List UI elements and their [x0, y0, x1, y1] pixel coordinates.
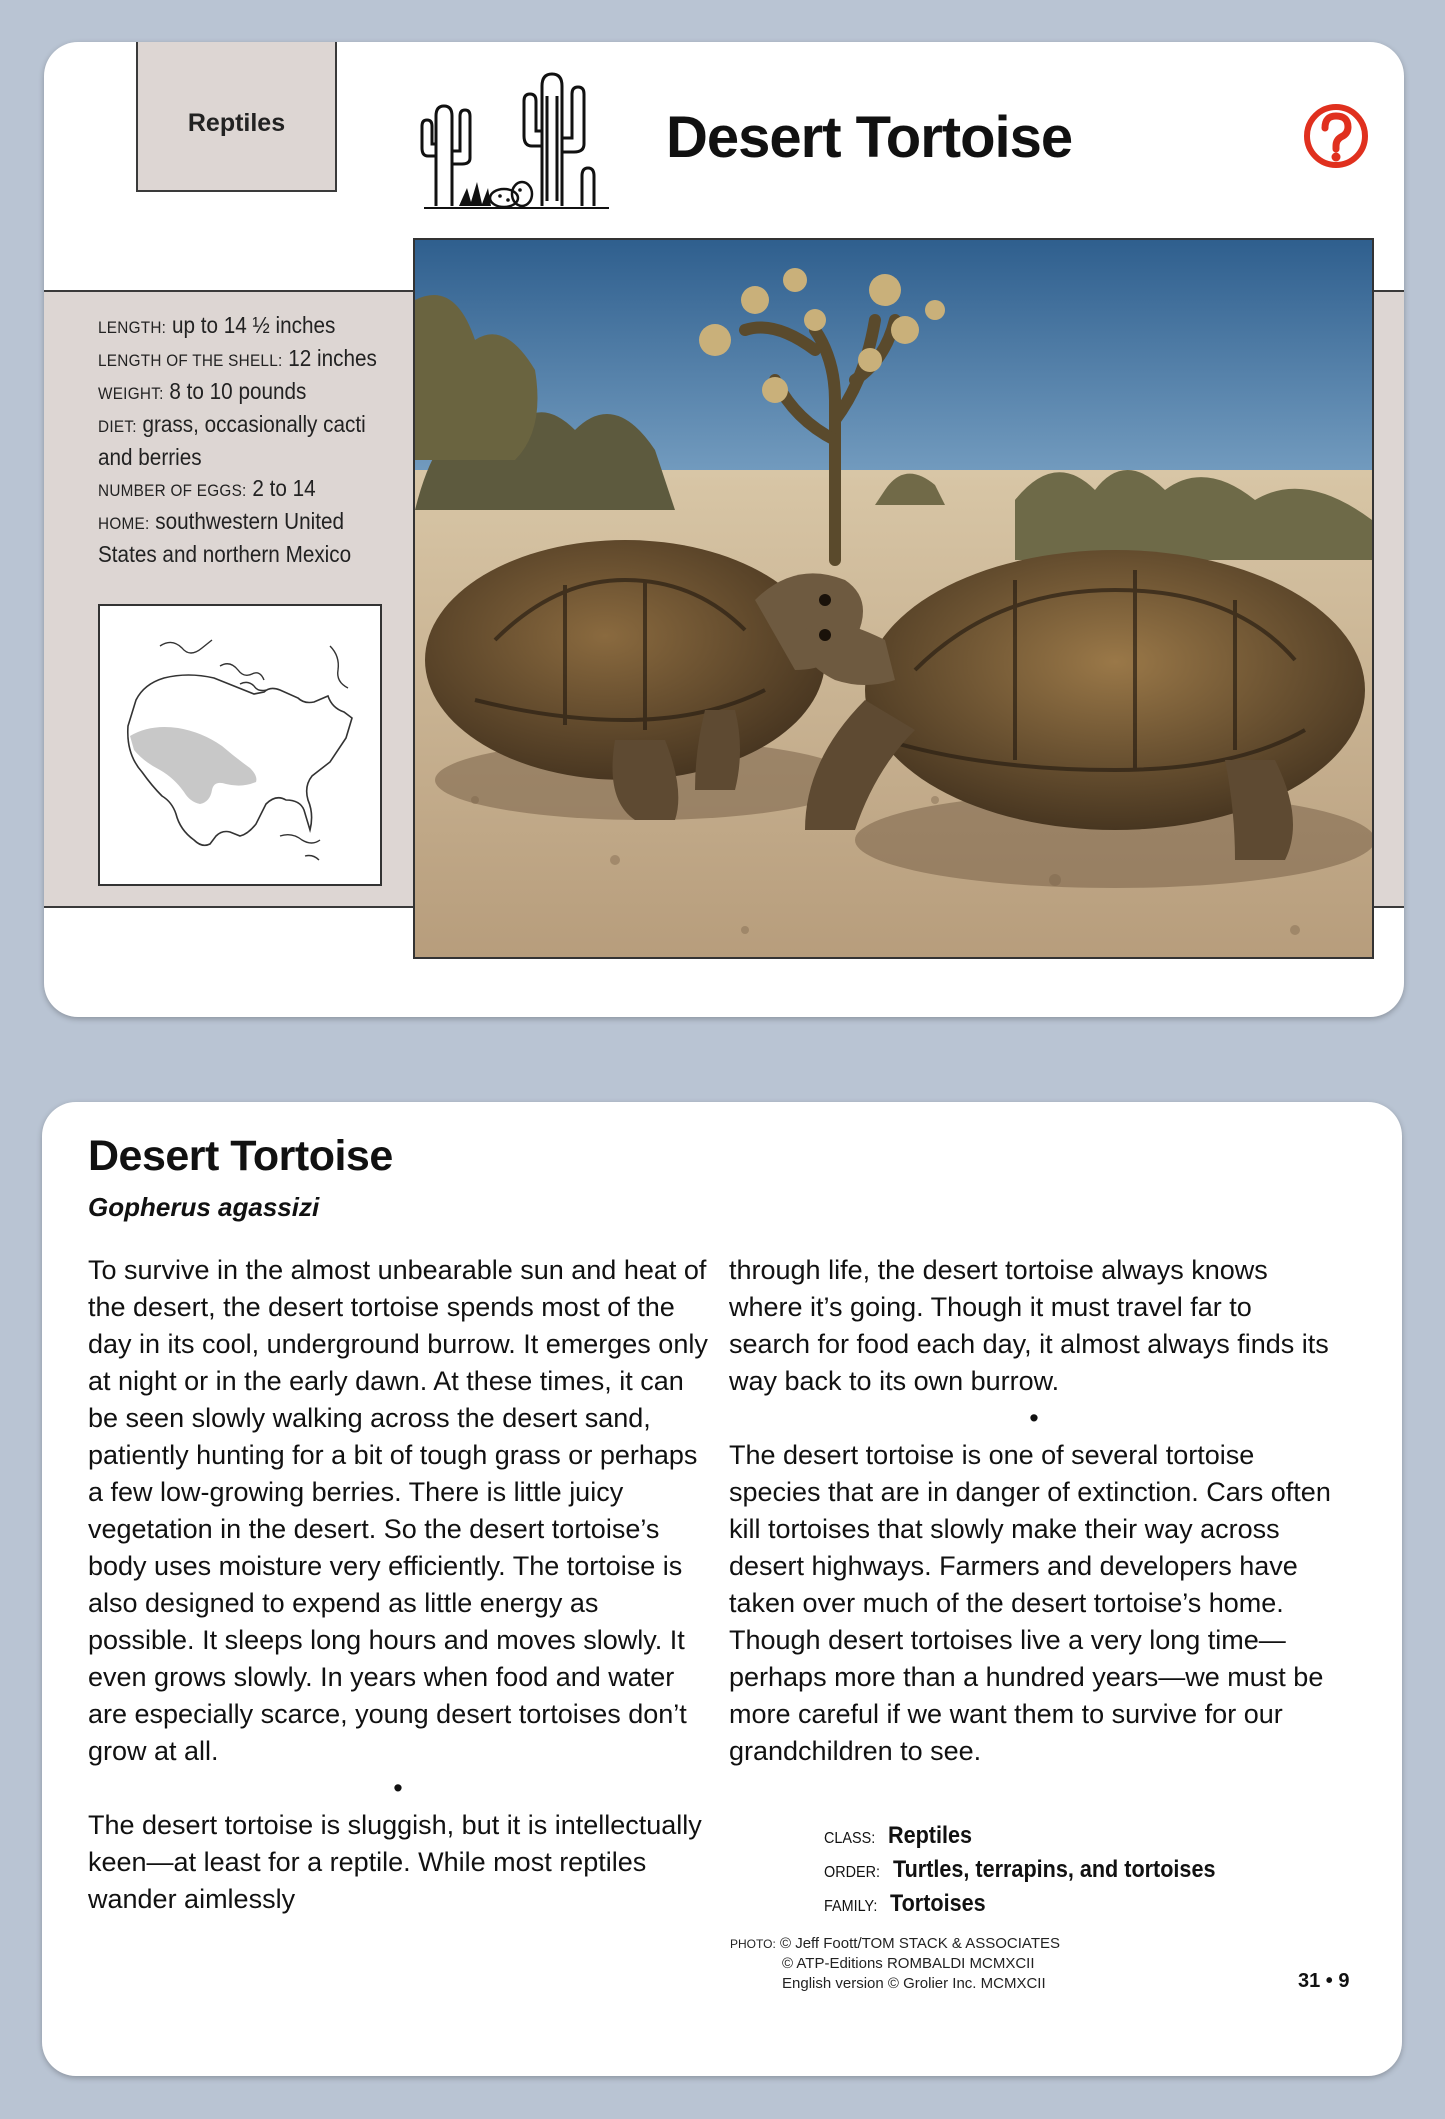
- category-tab: [136, 42, 337, 192]
- taxonomy-value: Reptiles: [887, 1822, 972, 1849]
- north-america-map-icon: [100, 606, 380, 884]
- text-column-left: [88, 1252, 708, 1918]
- fact-eggs: [98, 473, 395, 506]
- fact-diet: [98, 409, 395, 473]
- back-title: Desert Tortoise: [88, 1132, 393, 1180]
- fact-shell-length: [98, 343, 395, 376]
- tortoise-photo: [413, 238, 1374, 959]
- taxonomy-label: ORDER:: [824, 1864, 881, 1881]
- fact-label: LENGTH:: [98, 318, 167, 337]
- scientific-name: Gopherus agassizi: [88, 1192, 320, 1222]
- fact-value: 12 inches: [288, 345, 377, 371]
- card-title: Desert Tortoise: [666, 105, 1073, 170]
- taxonomy: [824, 1820, 1251, 1922]
- taxonomy-family: [824, 1888, 1251, 1922]
- front-card: [44, 42, 1404, 1017]
- taxonomy-class: [824, 1820, 1251, 1854]
- question-mark-icon[interactable]: [1302, 102, 1370, 170]
- credit-line: English version © Grolier Inc. MCMXCII: [782, 1975, 1046, 1992]
- back-card: [42, 1102, 1402, 2076]
- fact-label: HOME:: [98, 514, 150, 533]
- fact-length: [98, 310, 395, 343]
- credit-line: © Jeff Foott/TOM STACK & ASSOCIATES: [779, 1935, 1060, 1952]
- taxonomy-value: Tortoises: [889, 1890, 986, 1917]
- fact-value: 2 to 14: [252, 475, 316, 501]
- fact-weight: [98, 376, 395, 409]
- text-column-right: [729, 1252, 1339, 1770]
- paragraph: through life, the desert tortoise always knows where it’s going. Though it must travel far to search for food each day, it almost always finds its way back to its own burrow.: [729, 1255, 1329, 1396]
- fact-label: DIET:: [98, 417, 137, 436]
- fact-value: 8 to 10 pounds: [169, 378, 307, 404]
- taxonomy-value: Turtles, terrapins, and tortoises: [892, 1856, 1216, 1883]
- range-map: [98, 604, 382, 886]
- credit-line: © ATP-Editions ROMBALDI MCMXCII: [782, 1955, 1035, 1972]
- fact-label: LENGTH OF THE SHELL:: [98, 351, 283, 370]
- photo-credits: [730, 1934, 1060, 1994]
- fact-label: WEIGHT:: [98, 384, 164, 403]
- photo-label: PHOTO:: [730, 1937, 776, 1951]
- fact-home: [98, 506, 395, 570]
- fact-value: up to 14 ½ inches: [171, 312, 336, 338]
- separator-bullet: •: [1029, 1403, 1039, 1433]
- category-label: Reptiles: [187, 108, 286, 137]
- taxonomy-label: CLASS:: [824, 1830, 876, 1847]
- separator-bullet: •: [393, 1773, 403, 1803]
- taxonomy-label: FAMILY:: [824, 1898, 878, 1915]
- paragraph: The desert tortoise is one of several tortoise species that are in danger of extinction. Cars often kill tortoises that slowly make their way across desert highways. Farmers and developers have taken over much of the desert tortoise’s home. Though desert tortoises live a very long time—perhaps more than a hundred years—we must be more careful if we want them to survive for our grandchildren to see.: [729, 1440, 1331, 1766]
- taxonomy-order: [824, 1854, 1251, 1888]
- paragraph: The desert tortoise is sluggish, but it is intellectually keen—at least for a reptile. While most reptiles wander aimlessly: [88, 1810, 702, 1914]
- fact-value: grass, occasionally cacti and berries: [98, 411, 366, 470]
- fact-list: [98, 310, 395, 570]
- fact-label: NUMBER OF EGGS:: [98, 481, 247, 500]
- fact-value: southwestern United States and northern Mexico: [98, 508, 352, 567]
- paragraph: To survive in the almost unbearable sun and heat of the desert, the desert tortoise spends most of the day in its cool, underground burrow. It emerges only at night or in the early dawn. At these times, it can be seen slowly walking across the desert sand, patiently hunting for a bit of tough grass or perhaps a few low-growing berries. There is little juicy vegetation in the desert. So the desert tortoise’s body uses moisture very efficiently. The tortoise is also designed to expend as little energy as possible. It sleeps long hours and moves slowly. It even grows slowly. In years when food and water are especially scarce, young desert tortoises don’t grow at all.: [88, 1255, 708, 1766]
- cactus-illustration-icon: [414, 56, 614, 226]
- card-number: 31 • 9: [1298, 1970, 1350, 1992]
